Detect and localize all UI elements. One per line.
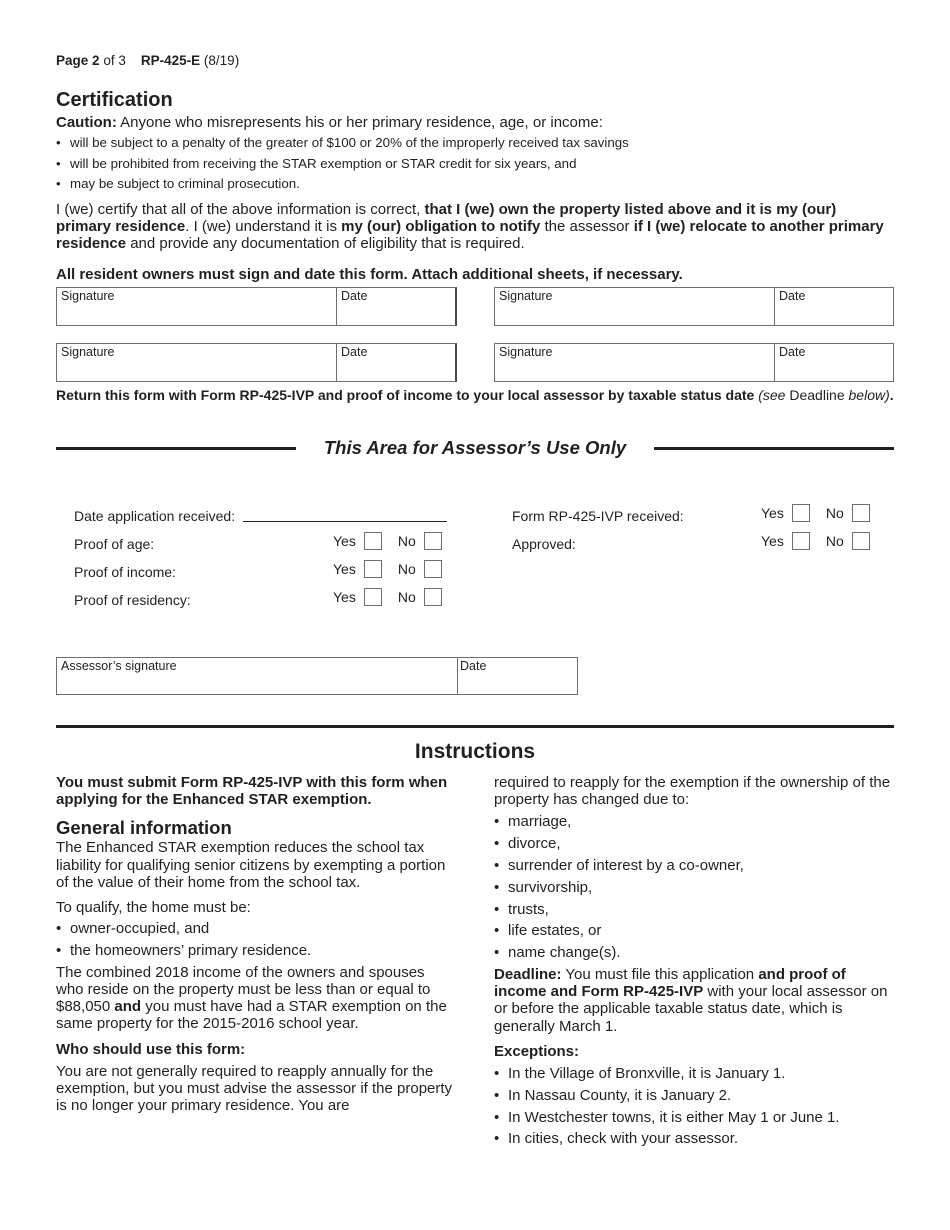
list-item: • In the Village of Bronxville, it is January 1.: [494, 1065, 894, 1082]
proof-of-residency-yes-checkbox[interactable]: [364, 588, 382, 606]
ivp-received-yes-checkbox[interactable]: [792, 504, 810, 522]
certify-statement: I (we) certify that all of the above information is correct, that I (we) own the property listed above and it is my (our) primary residence. I (we) understand it is my (our) obligation to notify the assessor if I (we) relocate to another primary residence and provide any documentation of eligibility that is required.: [56, 201, 884, 252]
list-item: • In Westchester towns, it is either May 1 or June 1.: [494, 1109, 894, 1126]
proof-of-income-yes-checkbox[interactable]: [364, 560, 382, 578]
page-of: of 3: [103, 53, 126, 68]
approved-label: Approved:: [512, 536, 576, 552]
date-received-field[interactable]: [243, 521, 447, 522]
return-instruction: Return this form with Form RP-425-IVP and proof of income to your local assessor by taxable status date (see Deadline below).: [56, 387, 894, 403]
list-item: • trusts,: [494, 901, 894, 918]
proof-of-residency-label: Proof of residency:: [74, 592, 191, 608]
caution-text: Caution: Anyone who misrepresents his or her primary residence, age, or income:: [56, 114, 603, 131]
list-item: • In Nassau County, it is January 2.: [494, 1087, 894, 1104]
assessor-date-field[interactable]: Date: [457, 658, 577, 694]
instructions-divider: [56, 725, 894, 728]
approved-options: Yes No: [761, 532, 870, 550]
list-item: • In cities, check with your assessor.: [494, 1130, 894, 1147]
date-field-2[interactable]: Date: [774, 288, 893, 325]
assessor-area-title: This Area for Assessor’s Use Only: [323, 437, 627, 458]
page-header: [56, 53, 239, 68]
signature-box-2[interactable]: [494, 287, 894, 326]
ownership-change-list: [494, 813, 894, 961]
list-item: • surrender of interest by a co-owner,: [494, 857, 894, 874]
signature-field-4[interactable]: Signature: [499, 345, 553, 359]
ivp-received-no-checkbox[interactable]: [852, 504, 870, 522]
signature-box-4[interactable]: [494, 343, 894, 382]
qualify-list: [56, 920, 456, 959]
instructions-title: Instructions: [414, 740, 536, 763]
list-item: • divorce,: [494, 835, 894, 852]
signature-box-1[interactable]: [56, 287, 457, 326]
assessor-signature-field[interactable]: Assessor’s signature: [61, 659, 177, 673]
list-item: • survivorship,: [494, 879, 894, 896]
proof-of-income-no-checkbox[interactable]: [424, 560, 442, 578]
caution-label: Caution:: [56, 114, 117, 131]
proof-of-age-no-checkbox[interactable]: [424, 532, 442, 550]
deadline-label: Deadline:: [494, 965, 562, 983]
list-item: • the homeowners’ primary residence.: [56, 942, 456, 959]
date-field-3[interactable]: Date: [336, 344, 455, 381]
who-should-use-text-cont: required to reapply for the exemption if the ownership of the property has changed due to:: [494, 774, 891, 809]
instructions-left-column: [56, 774, 456, 1114]
proof-of-income-label: Proof of income:: [74, 564, 176, 580]
signature-field-2[interactable]: Signature: [499, 289, 553, 303]
signature-field-1[interactable]: Signature: [61, 289, 115, 303]
instructions-right-column: [494, 774, 894, 1152]
general-info-text: The Enhanced STAR exemption reduces the school tax liability for qualifying senior citizens by exempting a portion of the value of their home from the school tax.: [56, 839, 446, 891]
page-number: 2: [92, 53, 100, 68]
proof-of-age-options: Yes No: [333, 532, 442, 550]
qualify-text: To qualify, the home must be:: [56, 899, 251, 917]
list-item: • owner-occupied, and: [56, 920, 456, 937]
approved-no-checkbox[interactable]: [852, 532, 870, 550]
ivp-received-options: Yes No: [761, 504, 870, 522]
assessor-signature-box[interactable]: [56, 657, 578, 695]
caution-bullets: [56, 135, 629, 197]
instructions-intro: You must submit Form RP-425-IVP with this form when applying for the Enhanced STAR exemption.: [56, 774, 448, 809]
proof-of-age-yes-checkbox[interactable]: [364, 532, 382, 550]
list-item: • will be subject to a penalty of the greater of $100 or 20% of the improperly received tax savings: [56, 135, 629, 156]
exceptions-title: Exceptions:: [494, 1042, 580, 1060]
income-text: The combined 2018 income of the owners and spouses who reside on the property must be less than or equal to $88,050 and you must have had a STAR exemption on the same property for the 2015-2016 school year.: [56, 963, 447, 1033]
list-item: • marriage,: [494, 813, 894, 830]
signature-field-3[interactable]: Signature: [61, 345, 115, 359]
form-revision: (8/19): [203, 53, 240, 68]
general-info-title: General information: [56, 817, 232, 839]
ivp-received-label: Form RP-425-IVP received:: [512, 508, 684, 524]
certification-title: Certification: [56, 89, 173, 111]
proof-of-income-options: Yes No: [333, 560, 442, 578]
signature-box-3[interactable]: [56, 343, 457, 382]
page-label: Page: [56, 53, 89, 68]
deadline-text: Deadline: You must file this application and proof of income and Form RP-425-IVP with your local assessor on or before the applicable taxable status date, which is generally March 1.: [494, 965, 888, 1035]
date-field-1[interactable]: Date: [336, 288, 455, 325]
list-item: • may be subject to criminal prosecution.: [56, 176, 629, 197]
proof-of-residency-no-checkbox[interactable]: [424, 588, 442, 606]
proof-of-residency-options: Yes No: [333, 588, 442, 606]
date-received-label: Date application received:: [74, 508, 236, 524]
list-item: • name change(s).: [494, 944, 894, 961]
date-field-4[interactable]: Date: [774, 344, 893, 381]
who-should-use-title: Who should use this form:: [56, 1040, 246, 1058]
approved-yes-checkbox[interactable]: [792, 532, 810, 550]
list-item: • will be prohibited from receiving the STAR exemption or STAR credit for six years, and: [56, 156, 629, 177]
list-item: • life estates, or: [494, 922, 894, 939]
sign-instruction: All resident owners must sign and date this form. Attach additional sheets, if necessary.: [56, 266, 683, 283]
exceptions-list: [494, 1065, 894, 1148]
proof-of-age-label: Proof of age:: [74, 536, 155, 552]
form-id: RP-425-E: [140, 53, 201, 68]
who-should-use-text: You are not generally required to reapply annually for the exemption, but you must advise the assessor if the property is no longer your primary residence. You are: [56, 1062, 453, 1115]
